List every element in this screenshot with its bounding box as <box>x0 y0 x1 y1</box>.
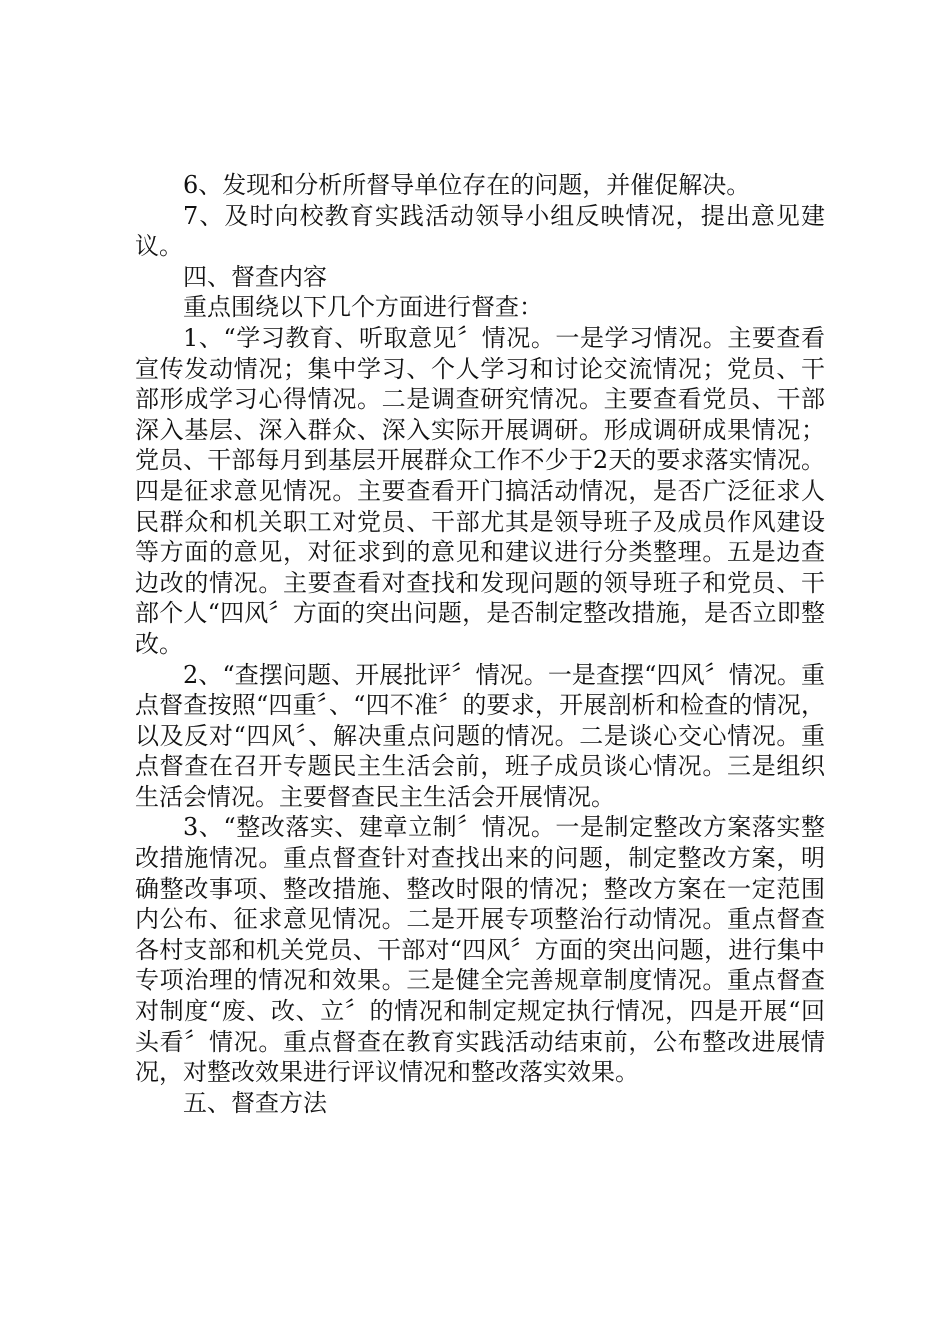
paragraph-point-2: 2、“查摆问题、开展批评〞情况。一是查摆“四风〞情况。重点督查按照“四重〞、“四不准〞的要求，开展剖析和检查的情况，以及反对“四风〞、解决重点问题的情况。二是谈心交心情况。重点督查在召开专题民主生活会前，班子成员谈心情况。三是组织生活会情况。主要督查民主生活会开展情况。 <box>135 660 825 811</box>
document-page <box>135 170 825 1118</box>
paragraph-item-6: 6、发现和分析所督导单位存在的问题，并催促解决。 <box>183 171 751 199</box>
paragraph-intro: 重点围绕以下几个方面进行督查： <box>183 293 543 322</box>
paragraph-item-7: 7、及时向校教育实践活动领导小组反映情况，提出意见建议。 <box>135 201 825 261</box>
paragraph-point-1: 1、“学习教育、听取意见〞情况。一是学习情况。主要查看宣传发动情况；集中学习、个人学习和讨论交流情况；党员、干部形成学习心得情况。二是调查研究情况。主要查看党员、干部深入基层、深入群众、深入实际开展调研。形成调研成果情况；党员、干部每月到基层开展群众工作不少于2天的要求落实情况。四是征求意见情况。主要查看开门搞活动情况，是否广泛征求人民群众和机关职工对党员、干部尤其是领导班子及成员作风建设等方面的意见，对征求到的意见和建议进行分类整理。五是边查边改的情况。主要查看对查找和发现问题的领导班子和党员、干部个人“四风〞方面的突出问题，是否制定整改措施，是否立即整改。 <box>135 323 825 658</box>
section-heading-supervision-method: 五、督查方法 <box>183 1088 327 1117</box>
section-heading-supervision-content: 四、督查内容 <box>183 262 327 291</box>
paragraph-point-3: 3、“整改落实、建章立制〞情况。一是制定整改方案落实整改措施情况。重点督查针对查找出来的问题，制定整改方案，明确整改事项、整改措施、整改时限的情况；整改方案在一定范围内公布、征求意见情况。二是开展专项整治行动情况。重点督查各村支部和机关党员、干部对“四风〞方面的突出问题，进行集中专项治理的情况和效果。三是健全完善规章制度情况。重点督查对制度“废、改、立〞的情况和制定规定执行情况，四是开展“回头看〞情况。重点督查在教育实践活动结束前，公布整改进展情况，对整改效果进行评议情况和整改落实效果。 <box>135 813 825 1087</box>
